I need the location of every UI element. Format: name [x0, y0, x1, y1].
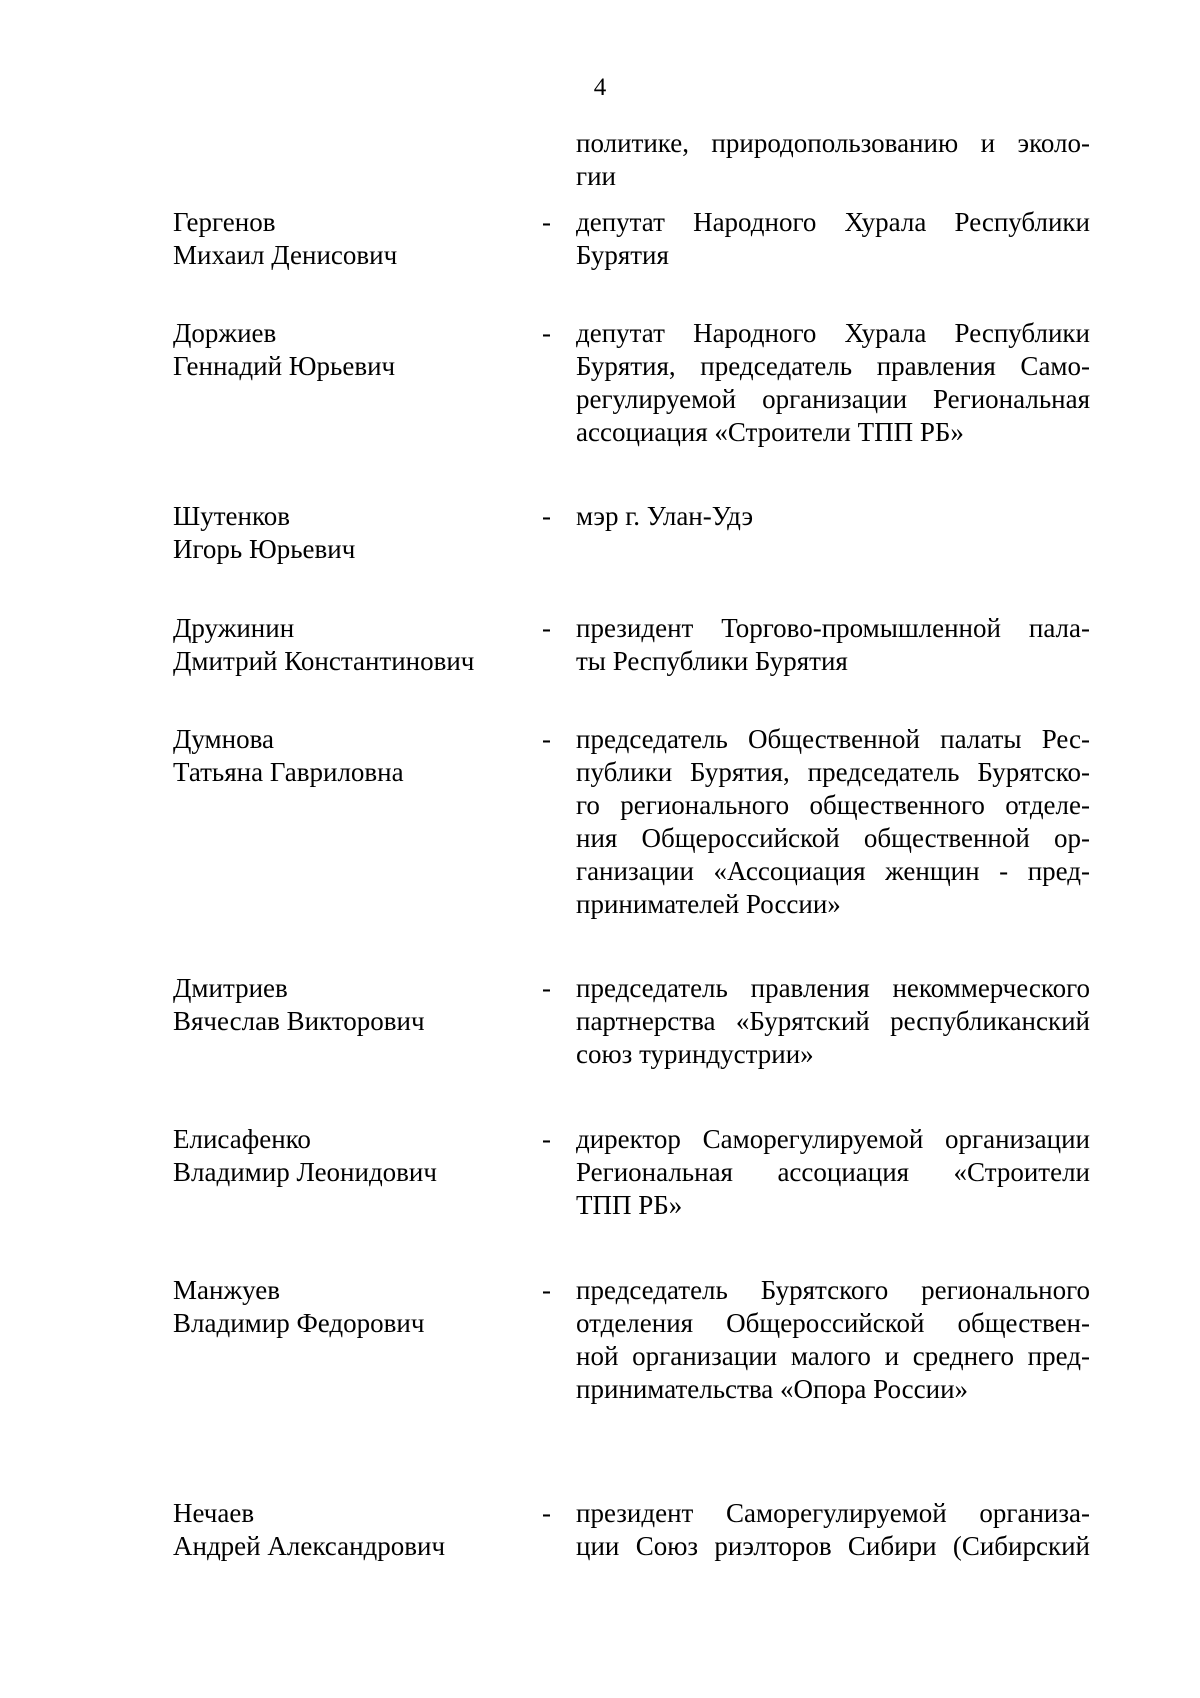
entry-description	[576, 500, 1090, 533]
member-surname: Шутенков	[173, 501, 290, 531]
description-line: председатель правления некоммерческого	[576, 973, 1090, 1003]
entry-description	[576, 723, 1090, 921]
member-given-name: Вячеслав Викторович	[173, 1006, 425, 1036]
member-surname: Дмитриев	[173, 973, 288, 1003]
member-surname: Нечаев	[173, 1498, 255, 1528]
entry-description	[576, 206, 1090, 272]
description-line: ганизации «Ассоциация женщин - пред-	[576, 856, 1090, 886]
description-line: ния Общероссийской общественной ор-	[576, 823, 1090, 853]
entry-description	[576, 972, 1090, 1071]
description-line: го регионального общественного отделе-	[576, 790, 1090, 820]
page-number: 4	[593, 74, 607, 101]
entry-description	[576, 317, 1090, 449]
member-name	[173, 612, 533, 678]
member-given-name: Владимир Федорович	[173, 1308, 425, 1338]
description-line: союз туриндустрии»	[576, 1039, 814, 1069]
member-given-name: Андрей Александрович	[173, 1531, 446, 1561]
description-line: отделения Общероссийской обществен-	[576, 1308, 1090, 1338]
entry-description	[576, 1123, 1090, 1222]
description-line: ной организации малого и среднего пред-	[576, 1341, 1090, 1371]
entry-description	[576, 612, 1090, 678]
separator-dash: -	[542, 1498, 551, 1528]
member-surname: Доржиев	[173, 318, 277, 348]
description-line: ТПП РБ»	[576, 1190, 683, 1220]
member-surname: Елисафенко	[173, 1124, 311, 1154]
member-given-name: Игорь Юрьевич	[173, 534, 356, 564]
separator-dash: -	[542, 1275, 551, 1305]
member-name	[173, 1497, 533, 1563]
separator-dash: -	[542, 207, 551, 237]
member-given-name: Дмитрий Константинович	[173, 646, 475, 676]
separator-dash: -	[542, 318, 551, 348]
member-name	[173, 972, 533, 1038]
member-given-name: Владимир Леонидович	[173, 1157, 437, 1187]
member-surname: Манжуев	[173, 1275, 280, 1305]
entry-description	[576, 1274, 1090, 1406]
description-line: Региональная ассоциация «Строители	[576, 1157, 1090, 1187]
separator-dash: -	[542, 724, 551, 754]
member-name	[173, 500, 533, 566]
description-line: партнерства «Бурятский республиканский	[576, 1006, 1090, 1036]
description-line: председатель Общественной палаты Рес-	[576, 724, 1090, 754]
member-surname: Думнова	[173, 724, 274, 754]
description-line: ции Союз риэлторов Сибири (Сибирский	[576, 1531, 1090, 1561]
description-line: депутат Народного Хурала Республики	[576, 207, 1090, 237]
description-line: президент Торгово-промышленной пала-	[576, 613, 1090, 643]
description-line: ассоциация «Строители ТПП РБ»	[576, 417, 964, 447]
member-given-name: Михаил Денисович	[173, 240, 398, 270]
member-name	[173, 1123, 533, 1189]
description-line: мэр г. Улан-Удэ	[576, 501, 754, 531]
description-line: депутат Народного Хурала Республики	[576, 318, 1090, 348]
separator-dash: -	[542, 973, 551, 1003]
description-line: ты Республики Бурятия	[576, 646, 848, 676]
member-name	[173, 206, 533, 272]
description-line: Бурятия	[576, 240, 669, 270]
separator-dash: -	[542, 501, 551, 531]
member-surname: Дружинин	[173, 613, 295, 643]
member-given-name: Татьяна Гавриловна	[173, 757, 404, 787]
member-name	[173, 1274, 533, 1340]
description-line: председатель Бурятского регионального	[576, 1275, 1090, 1305]
entry-description	[576, 127, 1090, 193]
description-line: Бурятия, председатель правления Само-	[576, 351, 1090, 381]
description-line: политике, природопользованию и эколо-	[576, 128, 1090, 158]
separator-dash: -	[542, 1124, 551, 1154]
member-name	[173, 723, 533, 789]
member-name	[173, 317, 533, 383]
member-given-name: Геннадий Юрьевич	[173, 351, 396, 381]
description-line: гии	[576, 161, 616, 191]
member-surname: Гергенов	[173, 207, 276, 237]
separator-dash: -	[542, 613, 551, 643]
description-line: публики Бурятия, председатель Бурятско-	[576, 757, 1090, 787]
description-line: директор Саморегулируемой организации	[576, 1124, 1090, 1154]
description-line: президент Саморегулируемой организа-	[576, 1498, 1090, 1528]
description-line: принимателей России»	[576, 889, 841, 919]
description-line: регулируемой организации Региональная	[576, 384, 1090, 414]
entry-description	[576, 1497, 1090, 1563]
description-line: принимательства «Опора России»	[576, 1374, 969, 1404]
